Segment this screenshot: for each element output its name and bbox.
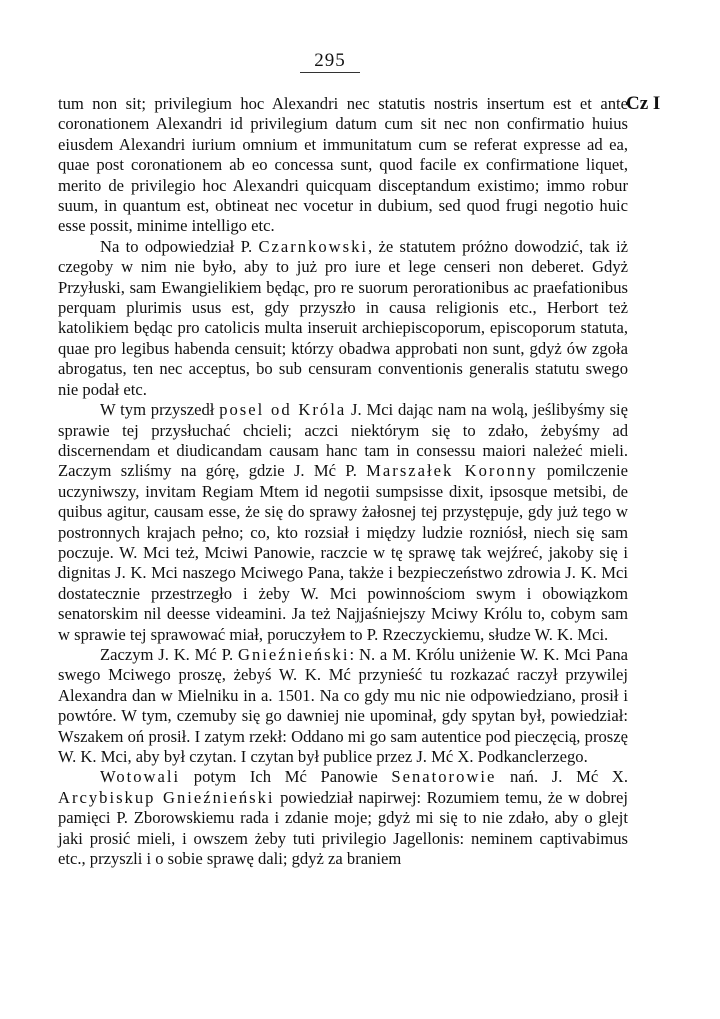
text-run: : N. a M. Królu uniżenie W. K. Mci Pana swego Mciwego proszę, żebyś W. K. Mć przynieść tu rozkazać raczył przywilej Alexandra dan w Mielniku in a. 1501. Na co gdy mu nic nie odpowiedziano, prosił i powtóre. W tym, czemuby się go dawniej nie upominał, gdy spytan był, powiedział: Wszakem oń prosił. I zatym rzekł: Oddano mi go sam autentice pod pieczęcią, proszę W. K. Mci, aby był czytan. I czytan był publice przez J. Mć X. Podkanclerzego. [58, 644, 628, 766]
text-run: Zaczym J. K. Mć P. [100, 644, 238, 664]
text-run: nań. J. Mć X. [496, 767, 629, 787]
page-number-rule [300, 72, 360, 73]
margin-note: Cz I [626, 93, 661, 114]
spaced-name: Gnieźnieński [237, 644, 350, 664]
paragraph-4 [58, 645, 628, 767]
spaced-name: Arcybiskup Gnieźnieński [58, 787, 275, 807]
spaced-name: posel od Króla [219, 400, 347, 420]
text-run: pomilczenie uczyniwszy, invitam Regiam Mtem id negotii sumpsisse dixit, ipsosque metsibi, de quibus agitur, causam esse, że się do sprawy żałosnej tej przystępuje, gdy już tego w postronnych krajach pełno; co, kto rozsiał i między ludzie rozniósł, niech się sam poczuje. W. Mci też, Mciwi Panowie, raczcie w tę sprawę tak wejźreć, jakoby się i dignitas J. K. Mci naszego Mciwego Pana, także i bezpieczeństwo zdrowia J. K. Mci dostatecznie przestrzegło i żeby W. Mci powinnościom swym i obowiązkom senatorskim nil deesse videamini. Ja też Najjaśniejszy Mciwy Królu to, cobym sam w sprawie tej sprawować miał, poruczyłem to P. Rzeczyckiemu, słudze W. K. Mci. [58, 461, 628, 644]
body-text [58, 94, 628, 869]
text-run: potym Ich Mć Panowie [180, 767, 392, 787]
text-run: powiedział napirwej: Rozumiem temu, że w dobrej pamięci P. Zborowskiemu rada i zdanie moje; gdyż mi się to nie zdało, aby o glejt jaki prosić mieli, i owszem żeby tuti privilegio Jagellonis: neminem captivabimus etc., przyszli i o sobie sprawę dali; gdyż za braniem [58, 787, 628, 869]
paragraph-5 [58, 767, 628, 869]
paragraph-1 [58, 94, 628, 237]
spaced-name: Czarnkowski [258, 236, 369, 256]
text-run: , że statutem próżno dowodzić, tak iż czegoby w nim nie było, aby to już pro iure et lege censeri non deberet. Gdyż Przyłuski, sam Ewangielikiem będąc, pro re suorum perorationibus ac praefationibus perquam plurimis usus est, gdy przyszło in causa religionis etc., Herbort też katolikiem będąc pro catolicis multa inseruit archiepiscoporum, episcoporum statuta, quae pro legibus habenda censuit; którzy obadwa approbati non sunt, gdyż ów zgoła abrogatus, ten nec acceptus, bo sub censuram conventionis generalis statutu swego nie podał etc. [58, 236, 629, 399]
paragraph-2 [58, 237, 628, 400]
text-run: Na to odpowiedział P. [100, 236, 259, 256]
text-run: tum non sit; privilegium hoc Alexandri nec statutis nostris insertum est et ante coronationem Alexandri id privilegium datum cum sit nec non confirmatio huius eiusdem Alexandri iurium omnium et immunitatum cum se referat expresse ad ea, quae post coronationem ab eo concessa sunt, quod facile ex confirmatione liquet, merito de privilegio hoc Alexandri quicquam disceptandum existimo; immo robur suum, in quantum est, obtineat nec vocetur in dubium, sed quod frugi negotio huic esse possit, minime intelligo etc. [58, 94, 628, 236]
paragraph-3 [58, 400, 628, 645]
page-number: 295 [314, 50, 346, 71]
text-run: W tym przyszedł [100, 400, 220, 420]
text-run: J. Mci dając nam na wolą, jeślibyśmy się sprawie tej przysłuchać chcieli; aczci niektórym się to zdało, żebyśmy ad discernendam et diudicandam causam hanc tam in consessu maiori należeć mieli. Zaczym szliśmy na górę, gdzie J. Mć P. [58, 400, 629, 481]
spaced-name: Senatorowie [391, 767, 497, 787]
spaced-name: Wotowali [100, 767, 181, 787]
spaced-name: Marszałek Koronny [366, 461, 538, 481]
